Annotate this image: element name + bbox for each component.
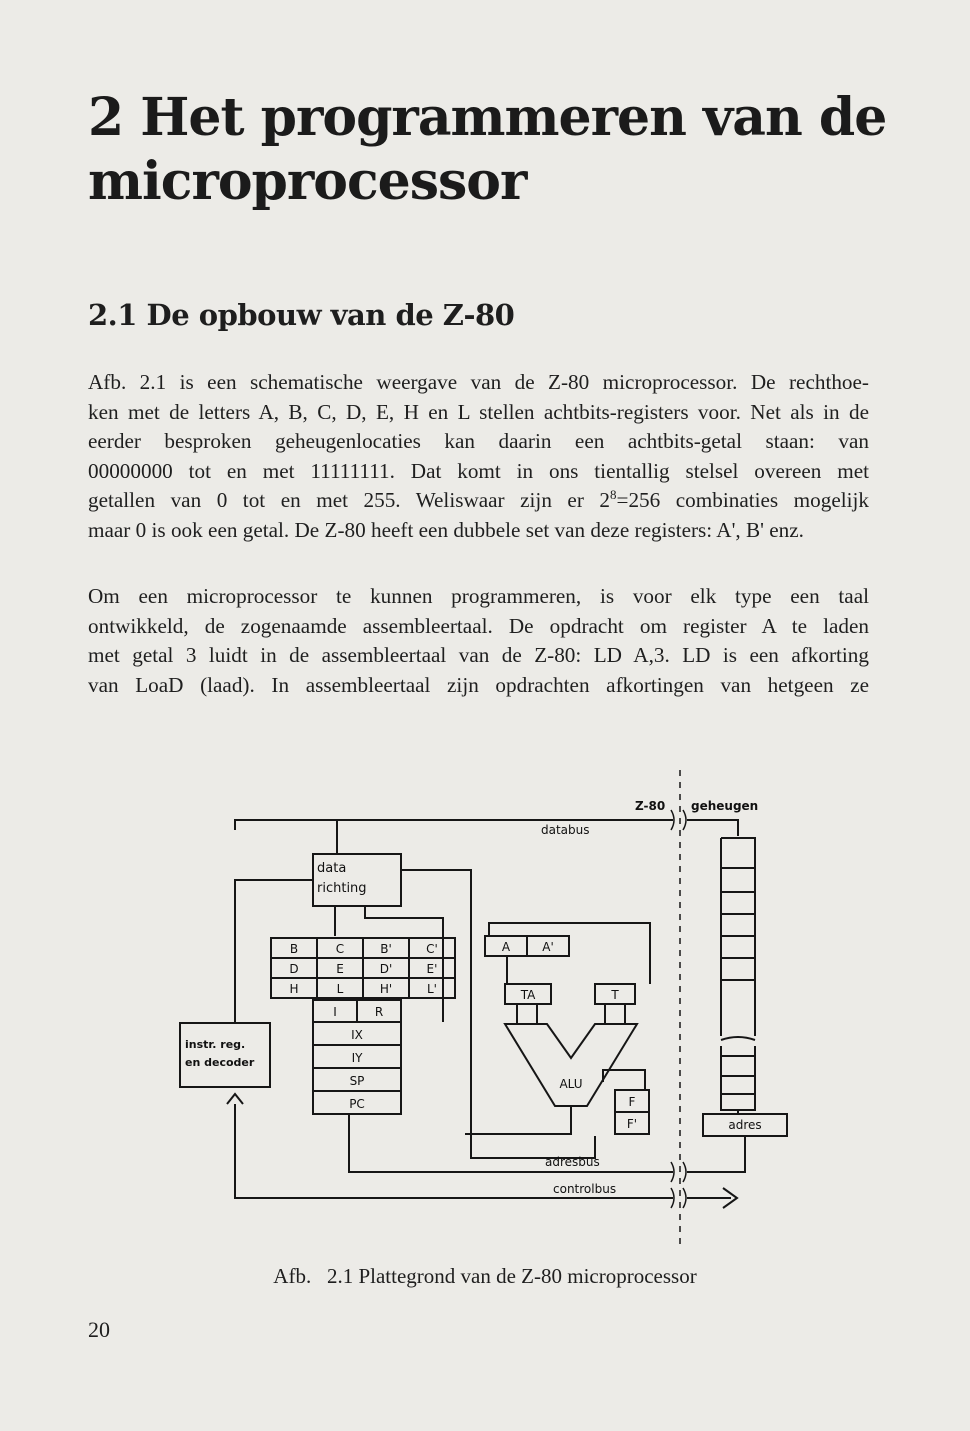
data-to-instr-line: [235, 880, 313, 1023]
paragraph-2-line: Om een microprocessor te kunnen programmeren, is voor elk type een taal: [88, 584, 869, 608]
z80-label: Z-80: [635, 799, 666, 813]
register-i-label: I: [333, 1005, 337, 1019]
figure-caption: Afb. 2.1 Plattegrond van de Z-80 microprocessor: [273, 1264, 697, 1288]
databus-line: [235, 820, 738, 836]
instruction-register-label: en decoder: [185, 1056, 255, 1069]
register-b-label: B: [289, 942, 299, 956]
register-l-label: L: [336, 982, 344, 996]
text-run: =256 combinaties mogelijk: [616, 488, 869, 513]
register-c-alt-label: C': [426, 942, 438, 956]
control-bus-arrow: [227, 1094, 243, 1104]
paragraph-2-line: van LoaD (laad). In assembleertaal zijn opdrachten afkortingen van hetgeen ze: [88, 672, 869, 697]
register-sp-label: SP: [349, 1074, 365, 1088]
paragraph-2-line: met getal 3 luidt in de assembleertaal van de Z-80: LD A,3. LD is een afkorting: [88, 643, 869, 668]
exponent: 8: [610, 487, 617, 503]
register-d-label: D: [289, 962, 299, 976]
paragraph-1-line: 00000000 tot en met 11111111. Dat komt in ons tientallig stelsel overeen met: [88, 458, 869, 483]
paragraph-1-line: Afb. 2.1 is een schematische weergave van de Z-80 microprocessor. De rechthoe-: [88, 370, 869, 394]
bus-break-symbol: [671, 1188, 686, 1208]
address-bus-label: adresbus: [545, 1155, 600, 1169]
register-iy-label: IY: [351, 1051, 363, 1065]
address-label: adres: [728, 1118, 762, 1132]
register-ix-label: IX: [351, 1028, 363, 1042]
memory-label: geheugen: [691, 799, 759, 813]
paragraph-2: [88, 582, 869, 700]
page-number: 20: [88, 1317, 110, 1342]
register-e-alt-label: E': [426, 962, 438, 976]
z80-block-diagram: [175, 758, 795, 1253]
register-h-alt-label: H': [379, 982, 393, 996]
register-e-label: E: [336, 962, 344, 976]
register-c-label: C: [335, 942, 345, 956]
register-l-alt-label: L': [427, 982, 437, 996]
control-bus-line: [235, 1104, 731, 1198]
temp-to-alu-lines: [517, 1004, 625, 1024]
temp-t-label: T: [611, 988, 619, 1002]
paragraph-1-line: [88, 486, 869, 516]
instruction-register-box: [180, 1023, 270, 1087]
data-direction-label: richting: [317, 881, 367, 896]
register-d-alt-label: D': [379, 962, 393, 976]
paragraph-1-line: ken met de letters A, B, C, D, E, H en L stellen achtbits-registers voor. Net als in de: [88, 399, 869, 424]
instruction-register-label: instr. reg.: [185, 1038, 246, 1051]
section-title: 2.1 De opbouw van de Z-80: [88, 298, 515, 332]
bus-break-symbol: [671, 1162, 686, 1182]
register-r-label: R: [374, 1005, 384, 1019]
data-direction-label: data: [317, 861, 347, 876]
register-pc-label: PC: [349, 1097, 365, 1111]
chapter-title-line-2: microprocessor: [88, 151, 527, 212]
paragraph-1-line: maar 0 is ook een getal. De Z-80 heeft een dubbele set van deze registers: A', B' enz.: [88, 517, 804, 542]
flags-alt-label: F': [626, 1117, 638, 1131]
register-b-alt-label: B': [380, 942, 392, 956]
alu-output-line: [465, 1106, 571, 1134]
alu-to-flags-line: [603, 1070, 645, 1090]
control-bus-label: controlbus: [553, 1182, 617, 1196]
alu-shape: [505, 1024, 637, 1106]
paragraph-1: [88, 368, 869, 546]
alu-label: ALU: [559, 1077, 583, 1091]
bus-break-symbol: [671, 810, 686, 830]
chapter-title: [88, 86, 888, 214]
temp-a-label: TA: [520, 988, 536, 1002]
accumulator-a-alt-label: A': [542, 940, 554, 954]
register-h-label: H: [289, 982, 299, 996]
text-run: getallen van 0 tot en met 255. Weliswaar zijn er 2: [88, 488, 611, 513]
memory-break-symbol: [721, 1037, 755, 1040]
flags-label: F: [628, 1095, 636, 1109]
internal-data-loop: [401, 870, 595, 1158]
paragraph-1-line: eerder besproken geheugenlocaties kan daarin een achtbits-getal staan: van: [88, 429, 869, 454]
paragraph-2-line: ontwikkeld, de zogenaamde assembleertaal. De opdracht om register A te laden: [88, 613, 869, 638]
accumulator-a-label: A: [501, 940, 511, 954]
databus-label: databus: [541, 823, 590, 837]
chapter-title-line-1: 2 Het programmeren van de: [88, 87, 887, 148]
